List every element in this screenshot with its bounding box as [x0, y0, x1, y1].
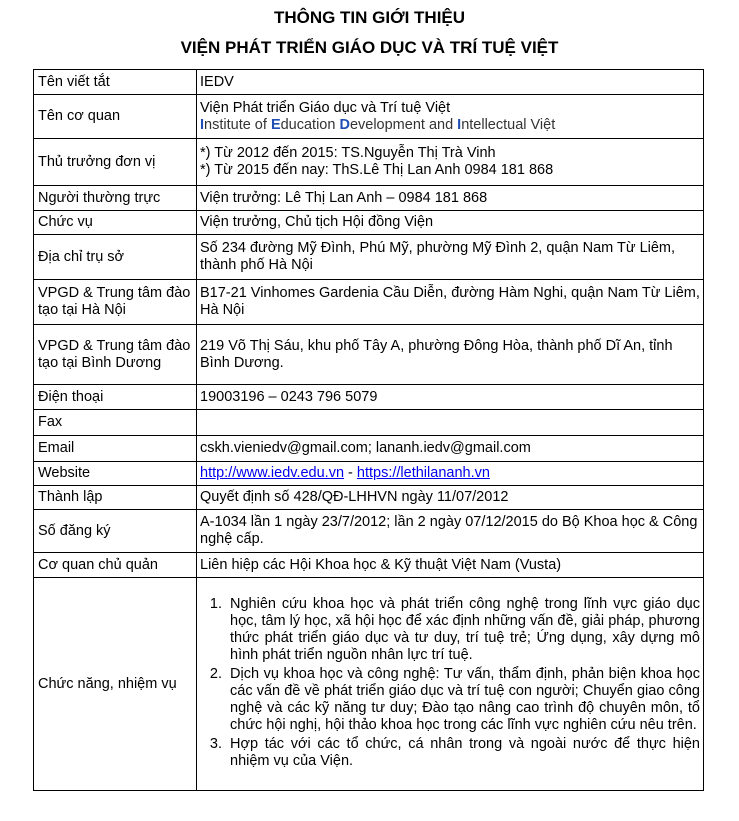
table-row-website — [34, 462, 704, 486]
table-row-binhduong — [34, 325, 704, 385]
functions-list — [200, 596, 700, 770]
table-row-standing — [34, 186, 704, 211]
governing-value: Liên hiệp các Hội Khoa học & Kỹ thuật Việt Nam (Vusta) — [197, 553, 704, 578]
row-label: VPGD & Trung tâm đào tạo tại Hà Nội — [34, 280, 197, 325]
head-line1: *) Từ 2012 đến 2015: TS.Nguyễn Thị Trà Vinh — [200, 145, 496, 161]
table-row-functions — [34, 578, 704, 791]
functions-value — [197, 578, 704, 791]
table-row-abbr — [34, 70, 704, 95]
en-initial: I — [457, 116, 462, 133]
en-initial: D — [339, 116, 350, 133]
row-label: Fax — [34, 410, 197, 436]
document-title-line2: VIỆN PHÁT TRIỂN GIÁO DỤC VÀ TRÍ TUỆ VIỆT — [180, 38, 559, 57]
table-row-address — [34, 235, 704, 280]
en-word: ducation — [280, 116, 340, 133]
website-link-2[interactable]: https://lethilananh.vn — [356, 465, 490, 481]
row-label: Email — [34, 436, 197, 462]
head-value — [197, 139, 704, 186]
org-name-vi: Viện Phát triển Giáo dục và Trí tuệ Việt — [200, 99, 451, 116]
en-initial: E — [270, 116, 281, 133]
row-label: Người thường trực — [34, 186, 197, 211]
en-word: evelopment and — [349, 116, 458, 133]
address-value: Số 234 đường Mỹ Đình, Phú Mỹ, phường Mỹ Đình 2, quận Nam Từ Liêm, thành phố Hà Nội — [197, 235, 704, 280]
table-row-founded — [34, 486, 704, 510]
row-label: Chức vụ — [34, 211, 197, 235]
abbr-value: IEDV — [197, 70, 704, 95]
website-separator: - — [344, 465, 357, 481]
registration-value: A-1034 lần 1 ngày 23/7/2012; lần 2 ngày 07/12/2015 do Bộ Khoa học & Công nghệ cấp. — [197, 510, 704, 553]
fax-value — [197, 410, 704, 436]
position-value: Viện trưởng, Chủ tịch Hội đồng Viện — [197, 211, 704, 235]
en-initial: I — [200, 116, 205, 133]
info-table — [33, 69, 704, 791]
row-label: VPGD & Trung tâm đào tạo tại Bình Dương — [34, 325, 197, 385]
row-label: Địa chỉ trụ sở — [34, 235, 197, 280]
row-label: Thành lập — [34, 486, 197, 510]
row-label: Chức năng, nhiệm vụ — [34, 578, 197, 791]
org-value — [197, 95, 704, 139]
row-label: Số đăng ký — [34, 510, 197, 553]
founded-value: Quyết định số 428/QĐ-LHHVN ngày 11/07/2012 — [197, 486, 704, 510]
list-item: 2. Dịch vụ khoa học và công nghệ: Tư vấn, thẩm định, phản biện khoa học các vấn đề về phát triển giáo dục và trí tuệ con người; Chuyển giao công nghệ và các kỹ năng tư duy; Đào tạo nâng cao trình độ chuyên môn, tổ chức hội nghị, hội thảo khoa học trong các lĩnh vực nghiên cứu nêu trên. — [226, 666, 700, 734]
org-name-en — [200, 117, 700, 134]
en-word: ntellectual Việt — [461, 116, 556, 133]
phone-value: 19003196 – 0243 796 5079 — [197, 385, 704, 410]
table-row-phone — [34, 385, 704, 410]
list-item: 3. Hợp tác với các tổ chức, cá nhân trong và ngoài nước để thực hiện nhiệm vụ của Viện. — [226, 736, 700, 770]
table-row-governing — [34, 553, 704, 578]
head-line2: *) Từ 2015 đến nay: ThS.Lê Thị Lan Anh 0984 181 868 — [200, 162, 554, 178]
email-value: cskh.vieniedv@gmail.com; lananh.iedv@gmail.com — [197, 436, 704, 462]
document-title-line1: THÔNG TIN GIỚI THIỆU — [273, 8, 466, 27]
table-row-fax — [34, 410, 704, 436]
row-label: Website — [34, 462, 197, 486]
binhduong-value: 219 Võ Thị Sáu, khu phố Tây A, phường Đông Hòa, thành phố Dĩ An, tỉnh Bình Dương. — [197, 325, 704, 385]
website-link-1[interactable]: http://www.iedv.edu.vn — [200, 465, 345, 481]
website-value — [197, 462, 704, 486]
table-row-head — [34, 139, 704, 186]
row-label: Điện thoại — [34, 385, 197, 410]
table-row-position — [34, 211, 704, 235]
row-label: Cơ quan chủ quản — [34, 553, 197, 578]
table-row-registration — [34, 510, 704, 553]
table-row-hanoi — [34, 280, 704, 325]
hanoi-value: B17-21 Vinhomes Gardenia Cầu Diễn, đường Hàm Nghi, quận Nam Từ Liêm, Hà Nội — [197, 280, 704, 325]
table-row-email — [34, 436, 704, 462]
row-label: Tên cơ quan — [34, 95, 197, 139]
row-label: Tên viết tắt — [34, 70, 197, 95]
standing-value: Viện trưởng: Lê Thị Lan Anh – 0984 181 868 — [197, 186, 704, 211]
en-word: nstitute of — [204, 116, 271, 133]
table-row-org — [34, 95, 704, 139]
row-label: Thủ trưởng đơn vị — [34, 139, 197, 186]
list-item: 1. Nghiên cứu khoa học và phát triển công nghệ trong lĩnh vực giáo dục học, tâm lý học, xã hội học để xác định những vấn đề, giải pháp, phương thức phát triển giáo dục và tư duy, trí tuệ trẻ; Ứng dụng, xây dựng mô hình phát triển nguồn nhân lực trí tuệ. — [226, 596, 700, 664]
